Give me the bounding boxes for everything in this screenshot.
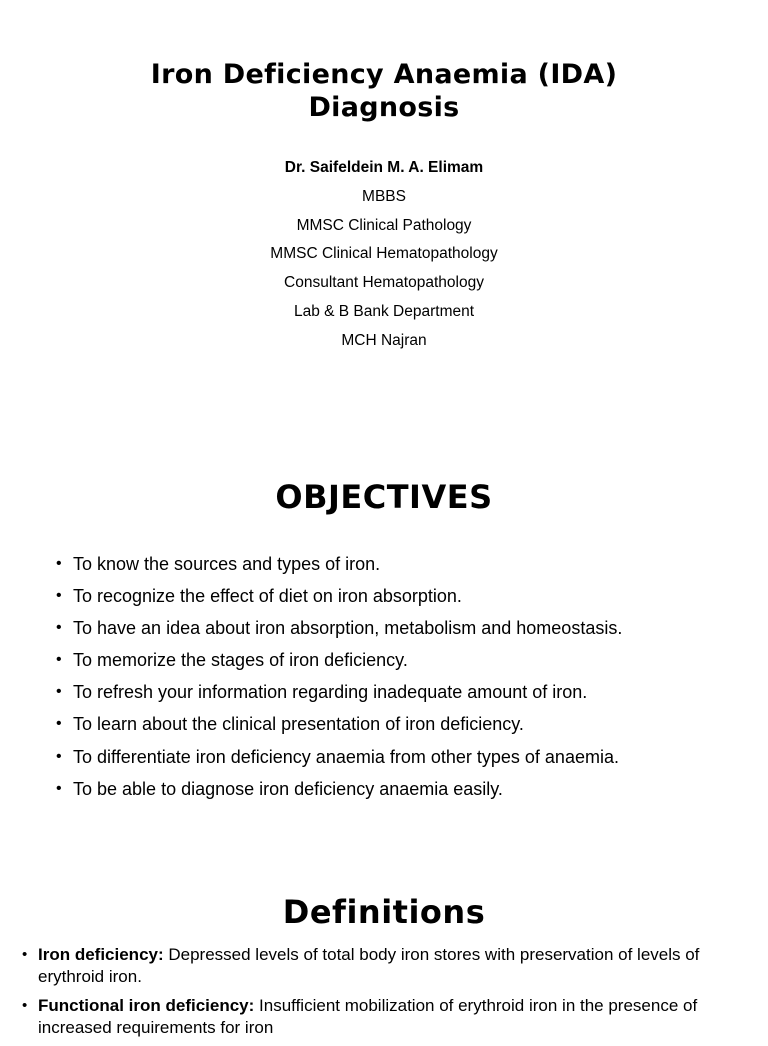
title-slide (0, 0, 768, 420)
author-credentials (0, 154, 768, 356)
definition-item (22, 944, 750, 988)
author-name: Dr. Saifeldein M. A. Elimam (284, 159, 484, 176)
definition-term: Functional iron deficiency: (38, 996, 255, 1015)
author-position: Consultant Hematopathology (284, 274, 484, 292)
definitions-slide (0, 860, 768, 1037)
title-line-1: Iron Deficiency Anaemia (IDA) (150, 59, 618, 90)
objective-item: • To know the sources and types of iron. (56, 548, 622, 580)
objective-item: • To have an idea about iron absorption, metabolism and homeostasis. (56, 612, 622, 644)
objective-item: • To differentiate iron deficiency anaemia from other types of anaemia. (56, 741, 622, 773)
author-qualification-1: MMSC Clinical Pathology (296, 216, 472, 234)
objective-item: • To learn about the clinical presentation of iron deficiency. (56, 708, 622, 740)
definition-text: Depressed levels of total body iron stores with preservation of levels of erythroid iron. (38, 945, 700, 986)
author-institution: MCH Najran (341, 331, 427, 349)
objectives-heading: OBJECTIVES (275, 478, 493, 516)
objectives-list (56, 548, 622, 805)
author-qualification-2: MMSC Clinical Hematopathology (270, 245, 498, 263)
objective-item: • To recognize the effect of diet on iron absorption. (56, 580, 622, 612)
author-degree: MBBS (362, 187, 406, 205)
page-title (0, 58, 768, 124)
definitions-list (22, 944, 750, 1046)
definition-text: Insufficient mobilization of erythroid iron in the presence of increased requirements for iron (38, 996, 698, 1037)
objective-item: • To refresh your information regarding inadequate amount of iron. (56, 676, 622, 708)
definition-term: Iron deficiency: (38, 945, 164, 964)
author-department: Lab & B Bank Department (293, 302, 475, 320)
title-line-2: Diagnosis (308, 92, 460, 123)
objectives-slide (0, 420, 768, 860)
objective-item: • To memorize the stages of iron deficiency. (56, 644, 622, 676)
definitions-heading: Definitions (282, 893, 486, 931)
definition-item (22, 995, 750, 1039)
objective-item: • To be able to diagnose iron deficiency anaemia easily. (56, 773, 622, 805)
